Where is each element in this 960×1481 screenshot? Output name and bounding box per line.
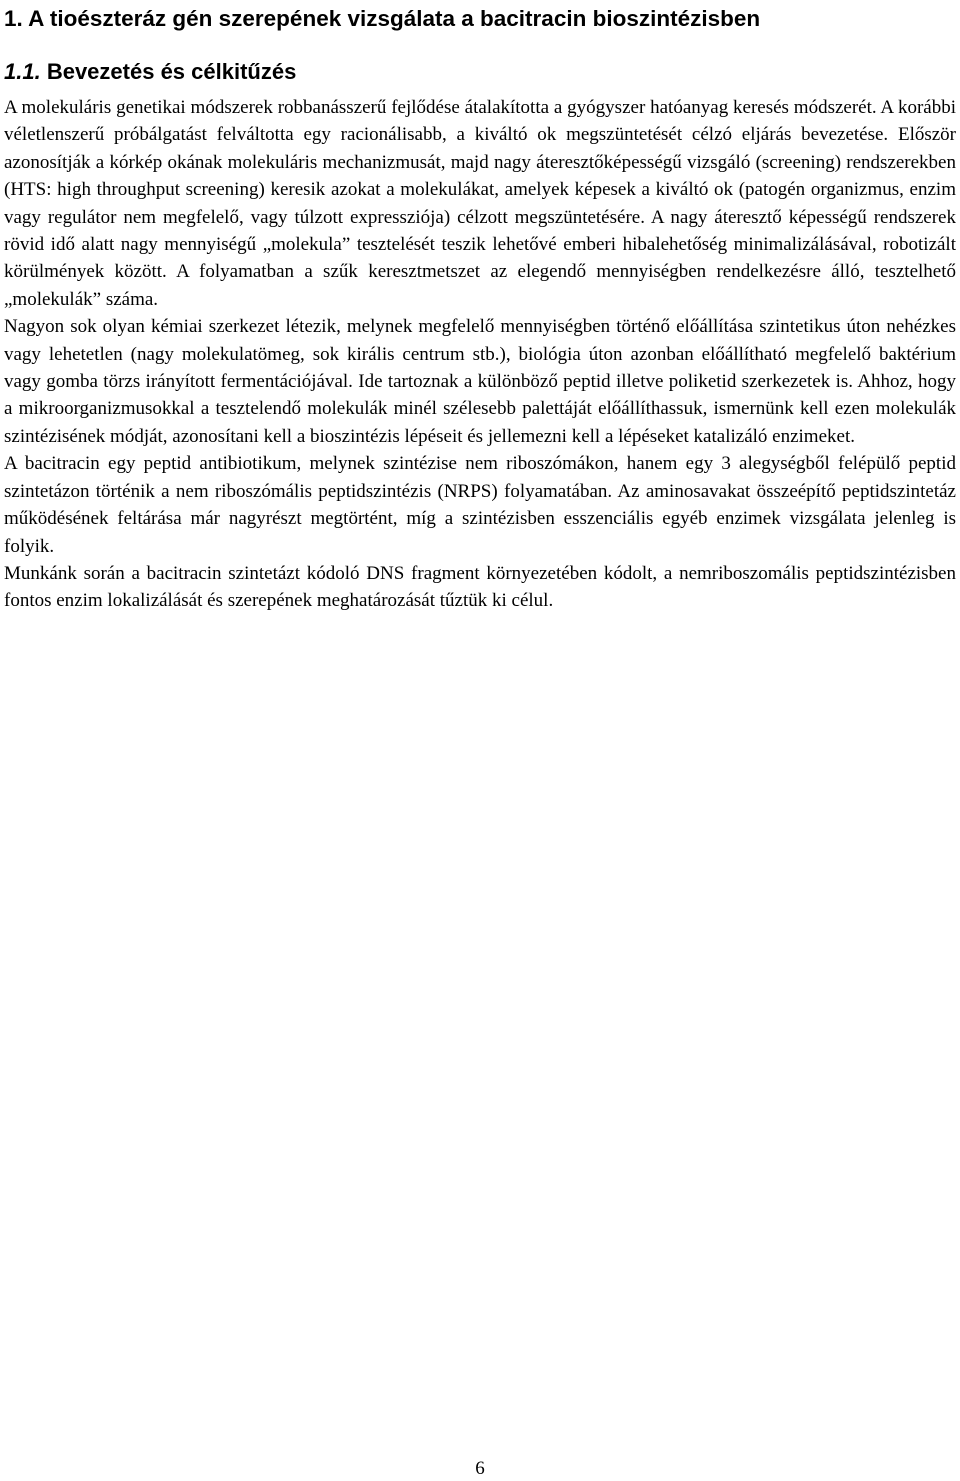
paragraph: A molekuláris genetikai módszerek robbanásszerű fejlődése átalakította a gyógyszer hatóanyag keresés módszerét. A korábbi véletlenszerű próbálgatást felváltotta egy racionálisabb, a kiváltó ok megszüntetését célzó eljárás bevezetése. Először azonosítják a kórkép okának molekuláris mechanizmusát, majd nagy áteresztőképességű vizsgáló (screening) rendszerekben (HTS: high throughput screening) keresik azokat a molekulákat, amelyek képesek a kiváltó ok (patogén organizmus, enzim vagy regulátor nem megfelelő, vagy túlzott expressziója) célzott megszüntetésére. A nagy áteresztő képességű rendszerek rövid idő alatt nagy mennyiségű „molekula” tesztelését teszik lehetővé emberi hibalehetőség minimalizálásával, robotizált körülmények között. A folyamatban a szűk keresztmetszet az elegendő mennyiségben rendelkezésre álló, tesztelhető „molekulák” száma.: [4, 97, 956, 310]
paragraph: Munkánk során a bacitracin szintetázt kódoló DNS fragment környezetében kódolt, a nemriboszomális peptidszintézisben fontos enzim lokalizálását és szerepének meghatározását tűztük ki célul.: [4, 562, 956, 612]
section-title: Bevezetés és célkitűzés: [46, 59, 297, 84]
page-number: 6: [475, 1458, 485, 1479]
chapter-title: 1. A tioészteráz gén szerepének vizsgálata a bacitracin bioszintézisben: [4, 6, 761, 31]
section-number: 1.1.: [4, 59, 41, 84]
body-text: [4, 94, 956, 615]
paragraph: A bacitracin egy peptid antibiotikum, melynek szintézise nem riboszómákon, hanem egy 3 alegységből felépülő peptid szintetázon történik a nem riboszómális peptidszintézis (NRPS) folyamatában. Az aminosavakat összeépítő peptidszintetáz működésének feltárása már nagyrészt megtörtént, míg a szintézisben esszenciális egyéb enzimek vizsgálata jelenleg is folyik.: [4, 453, 956, 557]
paragraph: Nagyon sok olyan kémiai szerkezet létezik, melynek megfelelő mennyiségben történő előállítása szintetikus úton nehézkes vagy lehetetlen (nagy molekulatömeg, sok királis centrum stb.), biológia úton azonban előállítható megfelelő baktérium vagy gomba törzs irányított fermentációjával. Ide tartoznak a különböző peptid illetve poliketid szerkezetek is. Ahhoz, hogy a mikroorganizmusokkal a tesztelendő molekulák minél szélesebb palettáját előállíthassuk, ismernünk kell ezen molekulák szintézisének módját, azonosítani kell a bioszintézis lépéseit és jellemezni kell a lépéseket katalizáló enzimeket.: [4, 316, 956, 447]
section-heading: [4, 57, 956, 87]
